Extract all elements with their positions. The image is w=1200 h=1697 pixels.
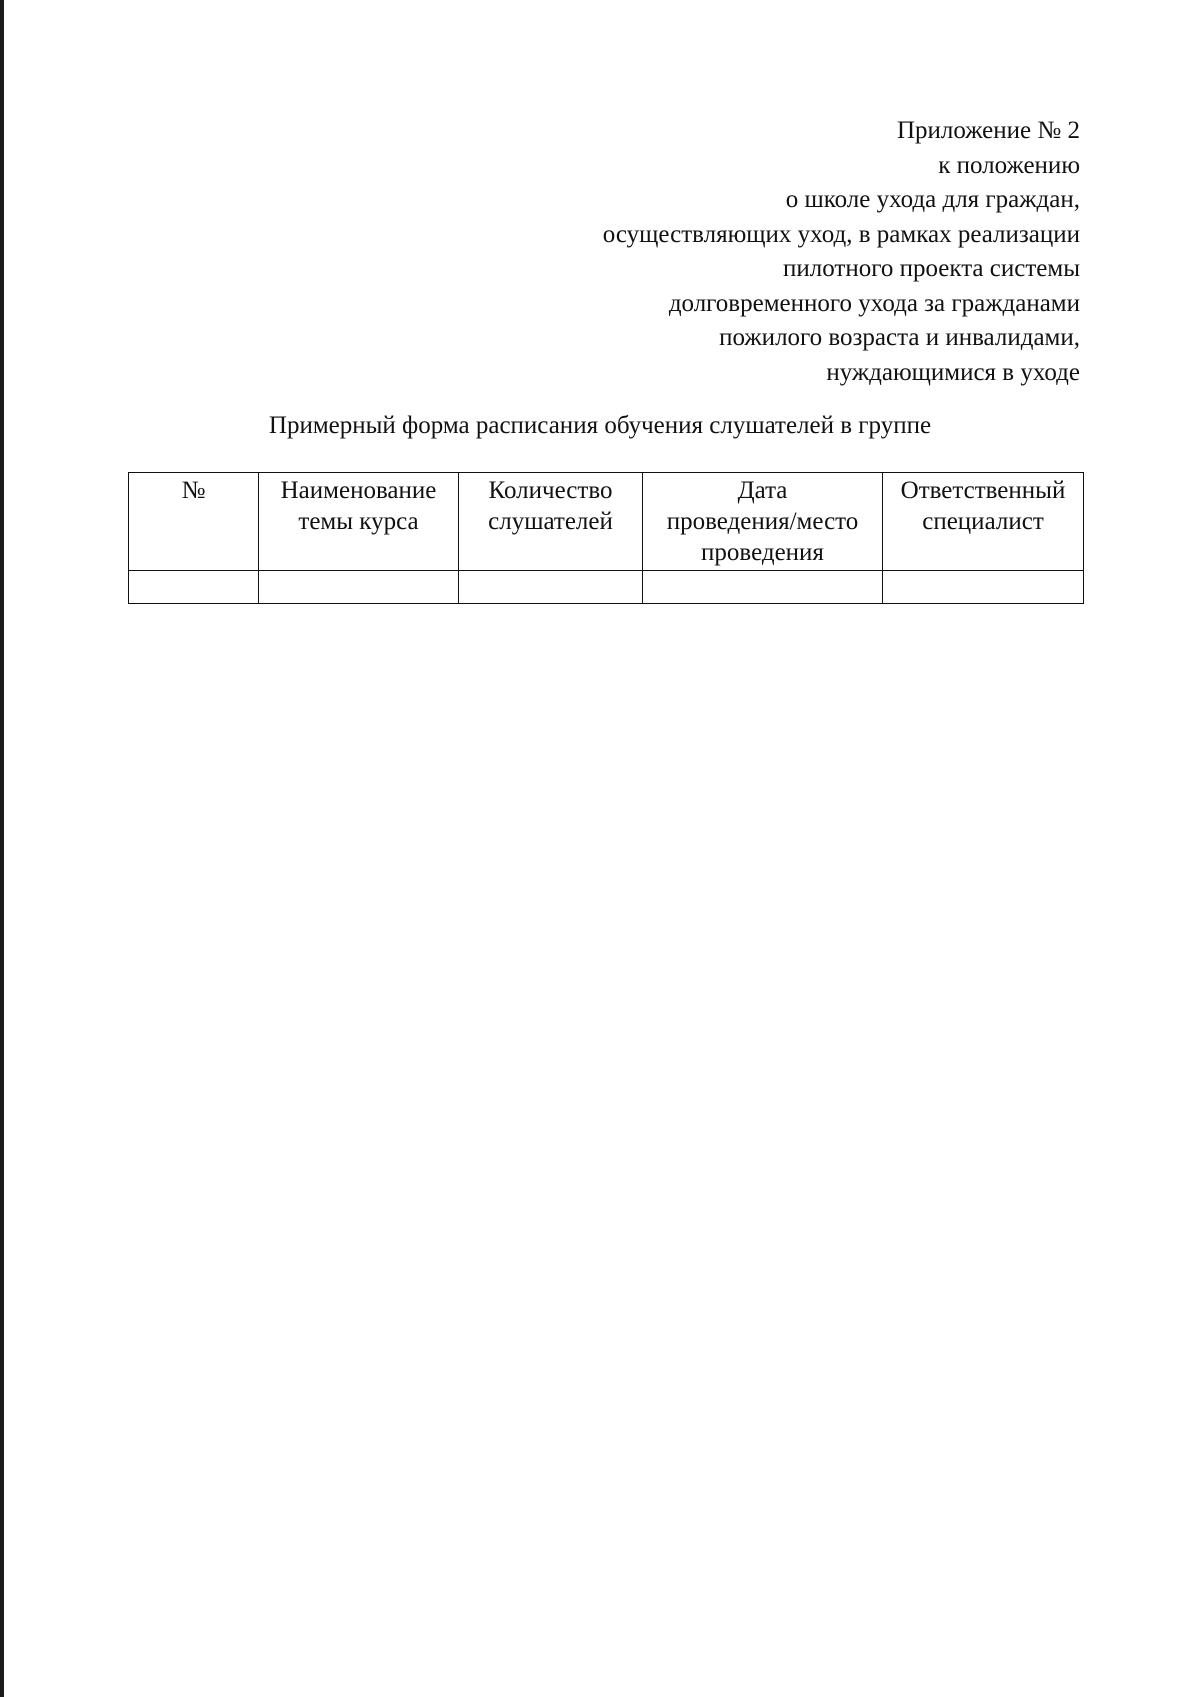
column-header-number <box>129 473 259 571</box>
appendix-reference-line: пилотного проекта системы <box>783 255 1080 282</box>
column-header-line: проведения/место <box>666 508 859 535</box>
table-cell <box>643 571 883 604</box>
column-header-date-place <box>643 473 883 571</box>
appendix-reference-line: пожилого возраста и инвалидами, <box>719 324 1080 351</box>
column-header-line: проведения <box>701 539 824 566</box>
table-cell <box>259 571 459 604</box>
column-header-line: слушателей <box>488 508 613 535</box>
column-header-responsible <box>883 473 1084 571</box>
appendix-reference-line: к положению <box>938 151 1080 179</box>
column-header-topic <box>259 473 459 571</box>
scan-edge <box>0 0 4 1697</box>
column-header-line: Наименование <box>280 477 437 504</box>
table-row <box>129 571 1084 604</box>
column-header-line: Дата <box>737 477 788 504</box>
appendix-reference-line: осуществляющих уход, в рамках реализации <box>602 220 1080 248</box>
appendix-reference-line: о школе ухода для граждан, <box>785 186 1080 213</box>
column-header-listeners <box>459 473 643 571</box>
column-header-line: темы курса <box>298 508 419 535</box>
appendix-number: Приложение № 2 <box>896 117 1080 144</box>
column-header-line: Ответственный <box>900 477 1066 504</box>
appendix-reference-line: долговременного ухода за гражданами <box>668 289 1080 317</box>
appendix-reference-line: нуждающимися в уходе <box>826 358 1080 386</box>
form-title: Примерный форма расписания обучения слушателей в группе <box>268 412 932 439</box>
column-header-line: специалист <box>922 508 1044 535</box>
column-header-line: Количество <box>488 477 613 504</box>
table-header-row <box>129 473 1084 571</box>
schedule-table <box>128 472 1084 604</box>
table-cell <box>883 571 1084 604</box>
column-header-line: № <box>181 477 206 504</box>
appendix-header <box>460 114 1080 390</box>
table-cell <box>459 571 643 604</box>
table-cell <box>129 571 259 604</box>
